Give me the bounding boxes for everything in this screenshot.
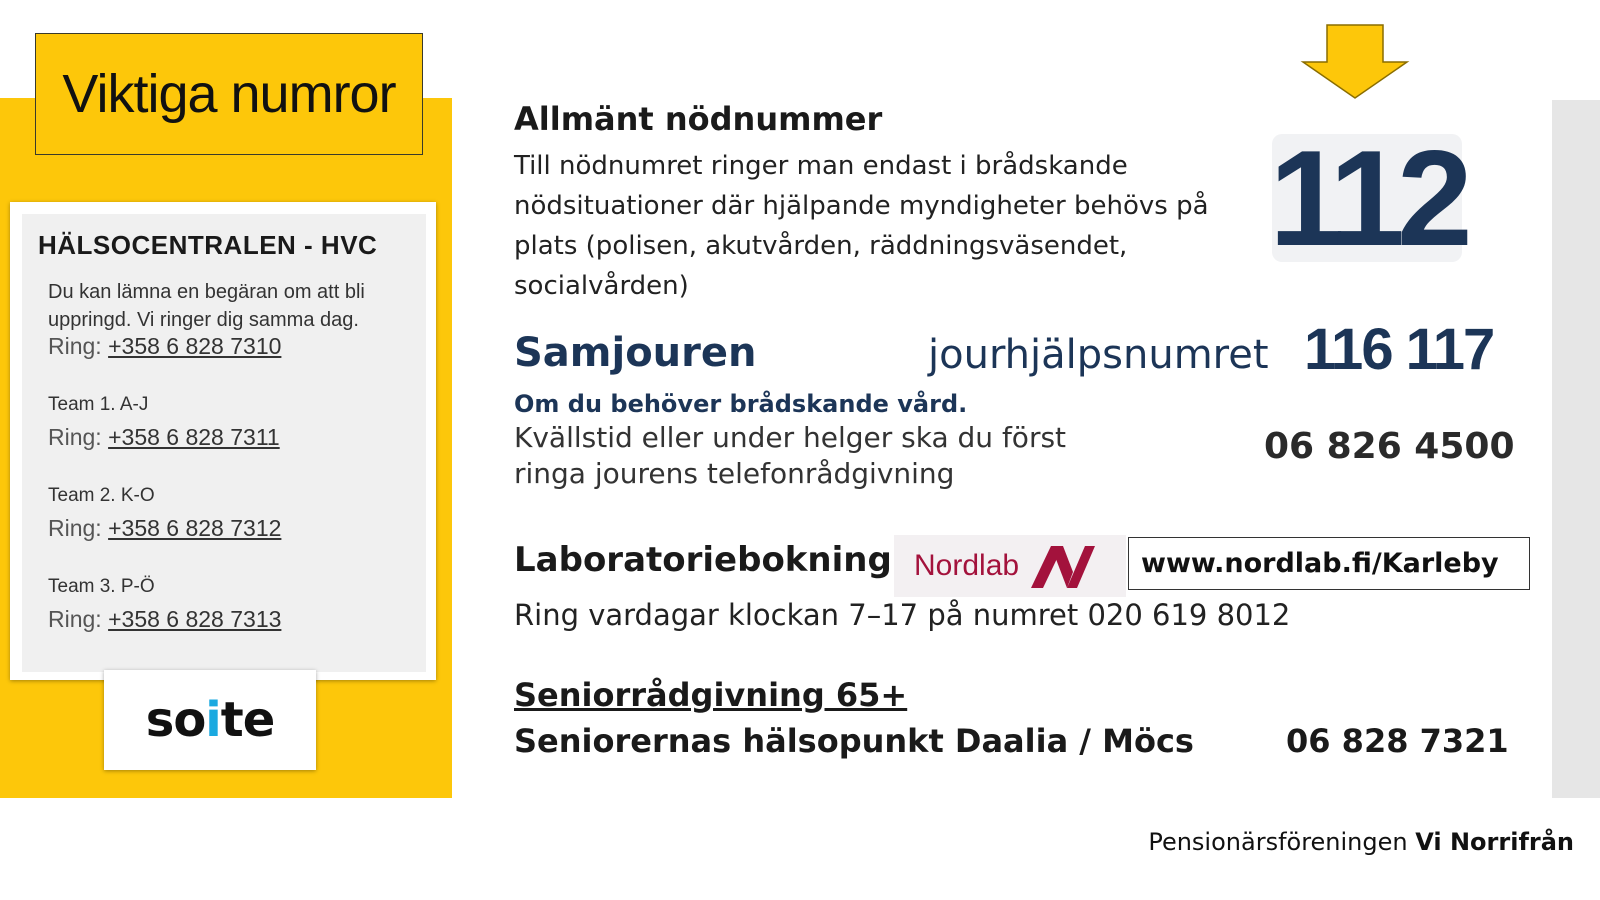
team-3-label: Team 3. P-Ö (48, 576, 155, 597)
footer-name: Vi Norrifrån (1415, 828, 1574, 856)
team-1-label: Team 1. A-J (48, 394, 149, 415)
hvc-intro: Du kan lämna en begäran om att bli uppringd. Vi ringer dig samma dag. (48, 281, 365, 331)
hvc-main-ring (48, 333, 281, 360)
emergency-title: Allmänt nödnummer (514, 100, 883, 138)
footer-prefix: Pensionärsföreningen (1148, 828, 1416, 856)
soite-i-mark: i (205, 692, 221, 748)
hvc-card (10, 202, 436, 680)
down-arrow-icon (1300, 24, 1410, 100)
samjouren-subtitle: Om du behöver brådskande vård. (514, 390, 968, 418)
right-gray-strip (1552, 100, 1600, 798)
nordlab-logo-text: Nordlab (914, 549, 1020, 582)
ring-label: Ring: (48, 606, 102, 632)
samjouren-number: 116 117 (1304, 317, 1494, 382)
lab-url[interactable]: www.nordlab.fi/Karleby (1141, 548, 1499, 579)
emergency-number: 112 (1269, 122, 1465, 274)
senior-title: Seniorrådgivning 65+ (514, 676, 908, 714)
emergency-number-badge (1269, 122, 1465, 274)
emergency-description: Till nödnumret ringer man endast i brådskande nödsituationer där hjälpande myndigheter behövs på plats (polisen, akutvården, räddningsväsendet, socialvården) (514, 151, 1209, 301)
team-2-phone-link[interactable]: +358 6 828 7312 (108, 515, 282, 541)
page-title: Viktiga numror (62, 64, 396, 124)
lab-description: Ring vardagar klockan 7–17 på numret 020 619 8012 (514, 598, 1291, 632)
hvc-heading: HÄLSOCENTRALEN - HVC (38, 230, 378, 260)
team-2-label: Team 2. K-O (48, 485, 155, 506)
samjouren-phone: 06 826 4500 (1264, 426, 1515, 467)
footer (1148, 828, 1574, 856)
soite-logo-text: soite (145, 692, 275, 748)
samjouren-title: Samjouren (514, 330, 757, 376)
ring-label: Ring: (48, 515, 102, 541)
team-3-ring (48, 606, 281, 633)
senior-subtitle: Seniorernas hälsopunkt Daalia / Möcs (514, 722, 1194, 760)
samjouren-description: Kvällstid eller under helger ska du först ringa jourens telefonrådgivning (514, 421, 1067, 490)
ring-label: Ring: (48, 333, 102, 359)
team-2-ring (48, 515, 281, 542)
samjouren-label: jourhjälpsnumret (928, 332, 1269, 378)
lab-url-box[interactable] (1128, 537, 1530, 590)
nordlab-mark-icon (1027, 542, 1097, 590)
soite-logo (104, 670, 316, 770)
lab-title: Laboratoriebokning (514, 540, 892, 580)
hvc-main-phone-link[interactable]: +358 6 828 7310 (108, 333, 282, 359)
ring-label: Ring: (48, 424, 102, 450)
title-box (35, 33, 423, 155)
team-1-ring (48, 424, 280, 451)
team-1-phone-link[interactable]: +358 6 828 7311 (108, 424, 280, 450)
nordlab-logo (894, 535, 1126, 597)
team-3-phone-link[interactable]: +358 6 828 7313 (108, 606, 282, 632)
senior-phone: 06 828 7321 (1286, 722, 1509, 760)
